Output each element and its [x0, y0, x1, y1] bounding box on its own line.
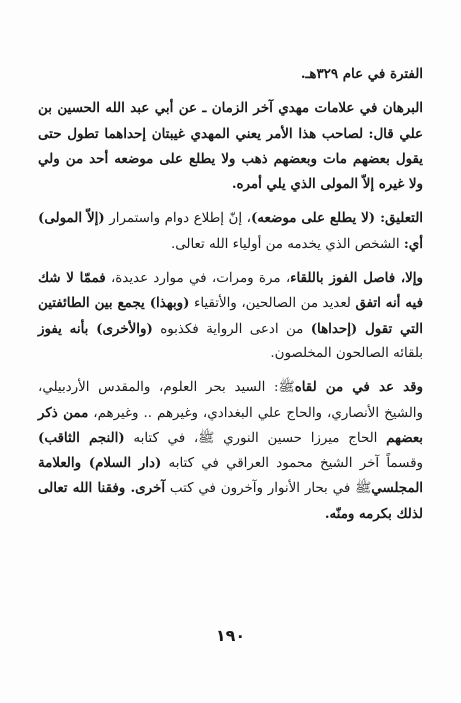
- text-run: البرهان في علامات مهدي آخر الزمان ـ عن أبي عبد الله الحسين بن علي قال:: [38, 100, 423, 142]
- text-run: ممن ذكر بعضهم: [38, 404, 424, 446]
- text-run: التعليق: (لا يطلع على موضعه): [250, 210, 423, 227]
- text-run: ﷺ في بحار الأنوار وآخرون في كتب: [165, 481, 372, 497]
- text-run: الشخص الذي يخدمه من أولياء الله تعالى.: [170, 236, 404, 252]
- text-run: (النجم الثاقب): [38, 429, 125, 446]
- text-run: وإلا، فاصل الفوز باللقاء: [290, 270, 423, 287]
- text-run: وقسماً آخر الشيخ محمود العراقي في كتابه: [161, 456, 423, 472]
- text-run: الفترة في عام ٣٢٩هـ.: [300, 66, 423, 82]
- paragraph-5: [38, 375, 423, 527]
- text-run: (إلاّ المولى) أي:: [38, 210, 423, 252]
- paragraph-3: [38, 206, 423, 257]
- text-run: لعديد من الصالحين، والأتقياء: [189, 296, 356, 312]
- text-run: : السيد بحر العلوم، والمقدس الأردبيلي، والشيخ الأنصاري، والحاج علي البغدادي، وغيرهم .. وغيرهم،: [38, 380, 423, 421]
- text-run: (وبهذا) يجمع بين الطائفتين التي تقول (إحداها): [38, 295, 423, 337]
- text-run: وقد عد في من لقاه: [294, 379, 423, 396]
- text-run: فممّا لا شك فيه أنه اتفق: [38, 270, 423, 312]
- text-run: ، إنّ إطلاع دوام واستمرار: [104, 211, 251, 227]
- paragraph-4: [38, 266, 423, 366]
- paragraph-2: [38, 96, 423, 197]
- body-text: [38, 62, 423, 527]
- text-run: من ادعى الرواية فكذبوه: [152, 321, 311, 337]
- text-run: لصاحب هذا الأمر يعني المهدي غيبتان إحداهما تطول حتى يقول بعضهم مات وبعضهم ذهب ولا يطلع على موضعه أحد من ولي ولا غيره إلاّ المولى الذي يلي أمره.: [38, 125, 423, 193]
- text-run: ، مرة ومرات، في موارد عديدة،: [105, 271, 291, 287]
- page-number: ١٩٠: [215, 626, 246, 645]
- paragraph-1: [38, 62, 423, 87]
- text-run: (دار السلام) والعلامة المجلسي: [38, 455, 423, 497]
- text-run: ﷺ: [278, 380, 295, 396]
- text-run: بلقائه الصالحون المخلصون.: [270, 345, 423, 361]
- text-run: الحاج ميرزا حسين النوري ﷺ، في كتابه: [124, 430, 387, 446]
- text-run: (والأخرى) بأنه يفوز: [38, 320, 153, 337]
- text-run: آخرى. وفقنا الله تعالى لذلك بكرمه ومنّه.: [38, 480, 423, 522]
